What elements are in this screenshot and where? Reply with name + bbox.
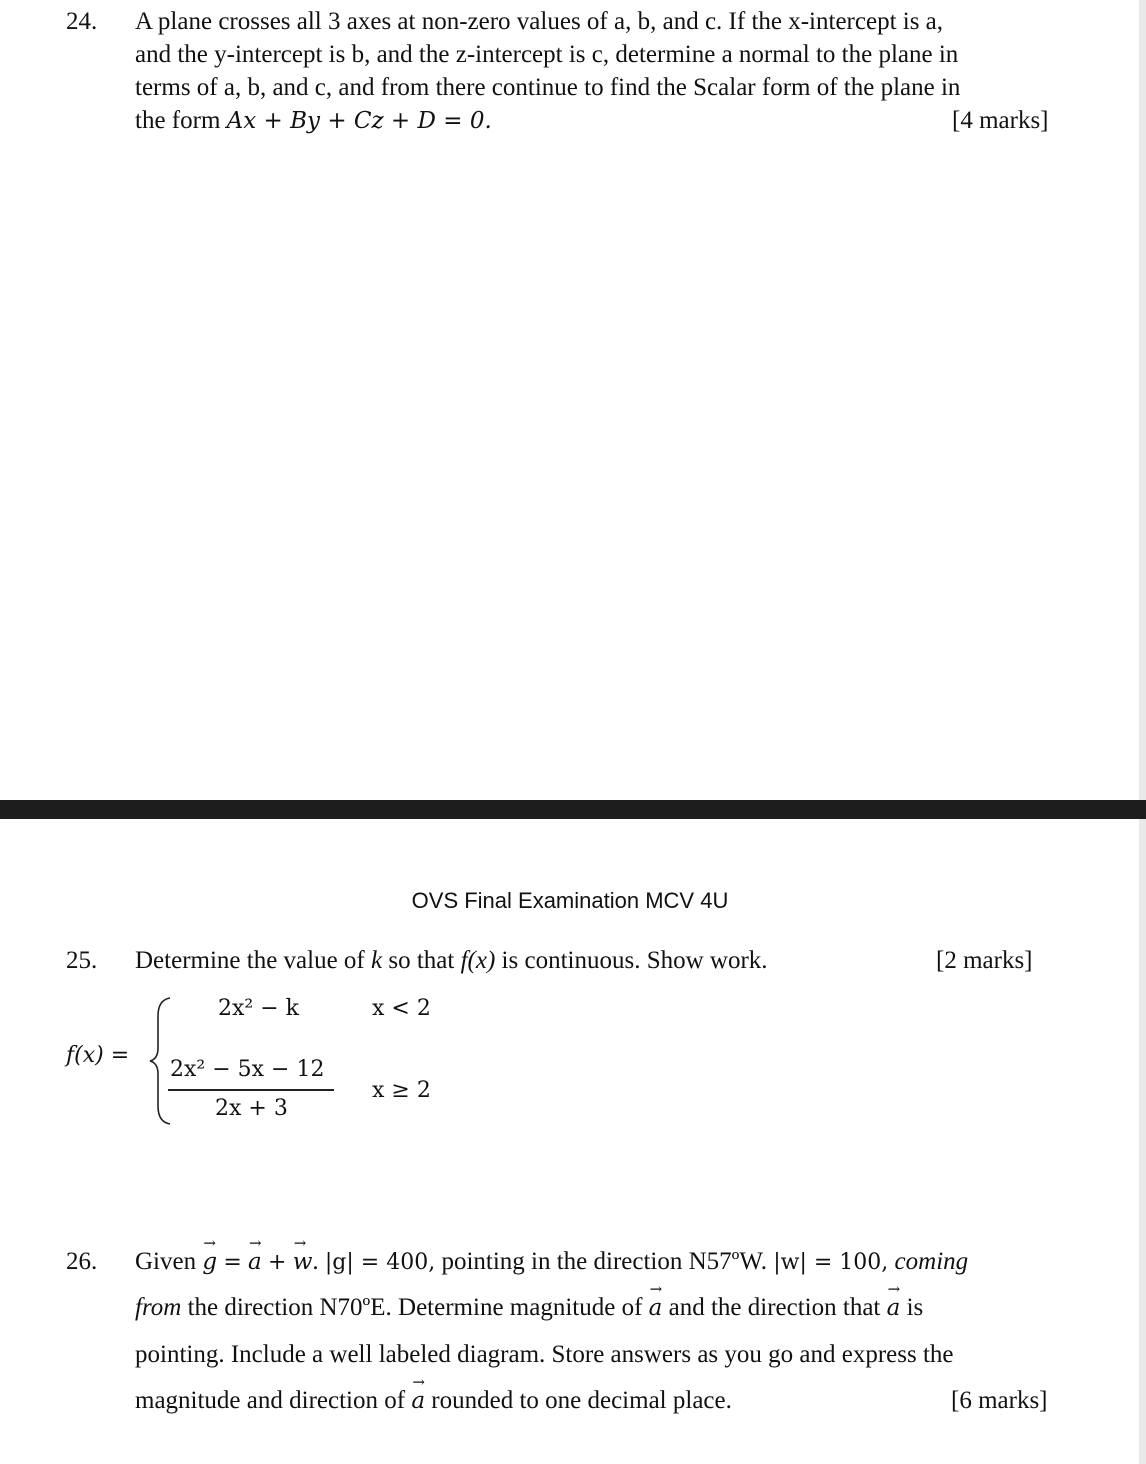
vector-g: g → bbox=[202, 1249, 217, 1275]
question-26-line-3: pointing. Include a well labeled diagram. Store answers as you go and express the bbox=[135, 1341, 954, 1368]
question-25-prompt-text: Determine the value of bbox=[135, 947, 365, 974]
question-26-line-2 bbox=[135, 1294, 923, 1322]
question-24-marks: [4 marks] bbox=[952, 107, 1049, 134]
question-24-line-3: terms of a, b, and c, and from there continue to find the Scalar form of the plane in bbox=[135, 74, 961, 101]
question-24-line-2: and the y-intercept is b, and the z-intercept is c, determine a normal to the plane in bbox=[135, 41, 959, 68]
vector-a: a → bbox=[649, 1295, 663, 1321]
piece-1-condition: x < 2 bbox=[372, 996, 431, 1021]
question-26-line-4 bbox=[135, 1387, 732, 1415]
question-26-text: Given bbox=[135, 1248, 197, 1275]
question-26-number: 26. bbox=[66, 1248, 98, 1275]
variable-k: k bbox=[371, 947, 383, 974]
piecewise-label: f(x) = bbox=[66, 1043, 130, 1068]
magnitude-w: |w| = 100, bbox=[773, 1250, 889, 1275]
question-26-text: is bbox=[906, 1294, 924, 1321]
vector-a: a → bbox=[248, 1249, 262, 1275]
period: . bbox=[312, 1248, 319, 1275]
equals-sign: = bbox=[223, 1250, 242, 1275]
question-24-line-4-text: the form bbox=[135, 107, 221, 134]
vector-a: a → bbox=[887, 1295, 901, 1321]
question-26-emphasis: from bbox=[135, 1294, 182, 1321]
question-24-line-1: A plane crosses all 3 axes at non-zero values of a, b, and c. If the x-intercept is a, bbox=[135, 8, 944, 35]
plane-equation: Ax + By + Cz + D = 0. bbox=[226, 108, 492, 134]
question-25-prompt bbox=[135, 947, 768, 975]
piece-1-expression: 2x² − k bbox=[218, 996, 299, 1021]
question-26-text: and the direction that bbox=[668, 1294, 881, 1321]
piece-2-condition: x ≥ 2 bbox=[372, 1078, 431, 1103]
question-26-marks: [6 marks] bbox=[951, 1387, 1048, 1414]
question-25-prompt-text: is continuous. Show work. bbox=[501, 947, 768, 974]
page-edge bbox=[1139, 819, 1146, 1464]
exam-header: OVS Final Examination MCV 4U bbox=[411, 888, 729, 913]
question-26-text: rounded to one decimal place. bbox=[431, 1387, 732, 1414]
vector-w: w → bbox=[293, 1249, 313, 1275]
page-edge bbox=[1139, 0, 1146, 800]
vector-a: a → bbox=[411, 1388, 425, 1414]
page-divider bbox=[0, 800, 1146, 819]
question-26-text: the direction N70ºE. Determine magnitude of bbox=[187, 1294, 643, 1321]
piece-2-denominator: 2x + 3 bbox=[215, 1096, 288, 1121]
question-26-text: magnitude and direction of bbox=[135, 1387, 406, 1414]
question-26-text: pointing in the direction N57ºW. bbox=[441, 1248, 767, 1275]
question-25-prompt-text: so that bbox=[388, 947, 455, 974]
question-25-marks: [2 marks] bbox=[936, 947, 1033, 974]
plus-sign: + bbox=[268, 1250, 287, 1275]
question-25-number: 25. bbox=[66, 947, 98, 974]
function-fx: f(x) bbox=[460, 947, 496, 974]
fraction-bar bbox=[168, 1089, 334, 1091]
question-26-emphasis: coming bbox=[894, 1248, 969, 1275]
question-24-line-4 bbox=[135, 107, 492, 135]
question-26-line-1 bbox=[135, 1248, 968, 1276]
piece-2-numerator: 2x² − 5x − 12 bbox=[170, 1057, 325, 1082]
question-24-number: 24. bbox=[66, 8, 98, 35]
magnitude-g: |g| = 400, bbox=[324, 1250, 436, 1275]
